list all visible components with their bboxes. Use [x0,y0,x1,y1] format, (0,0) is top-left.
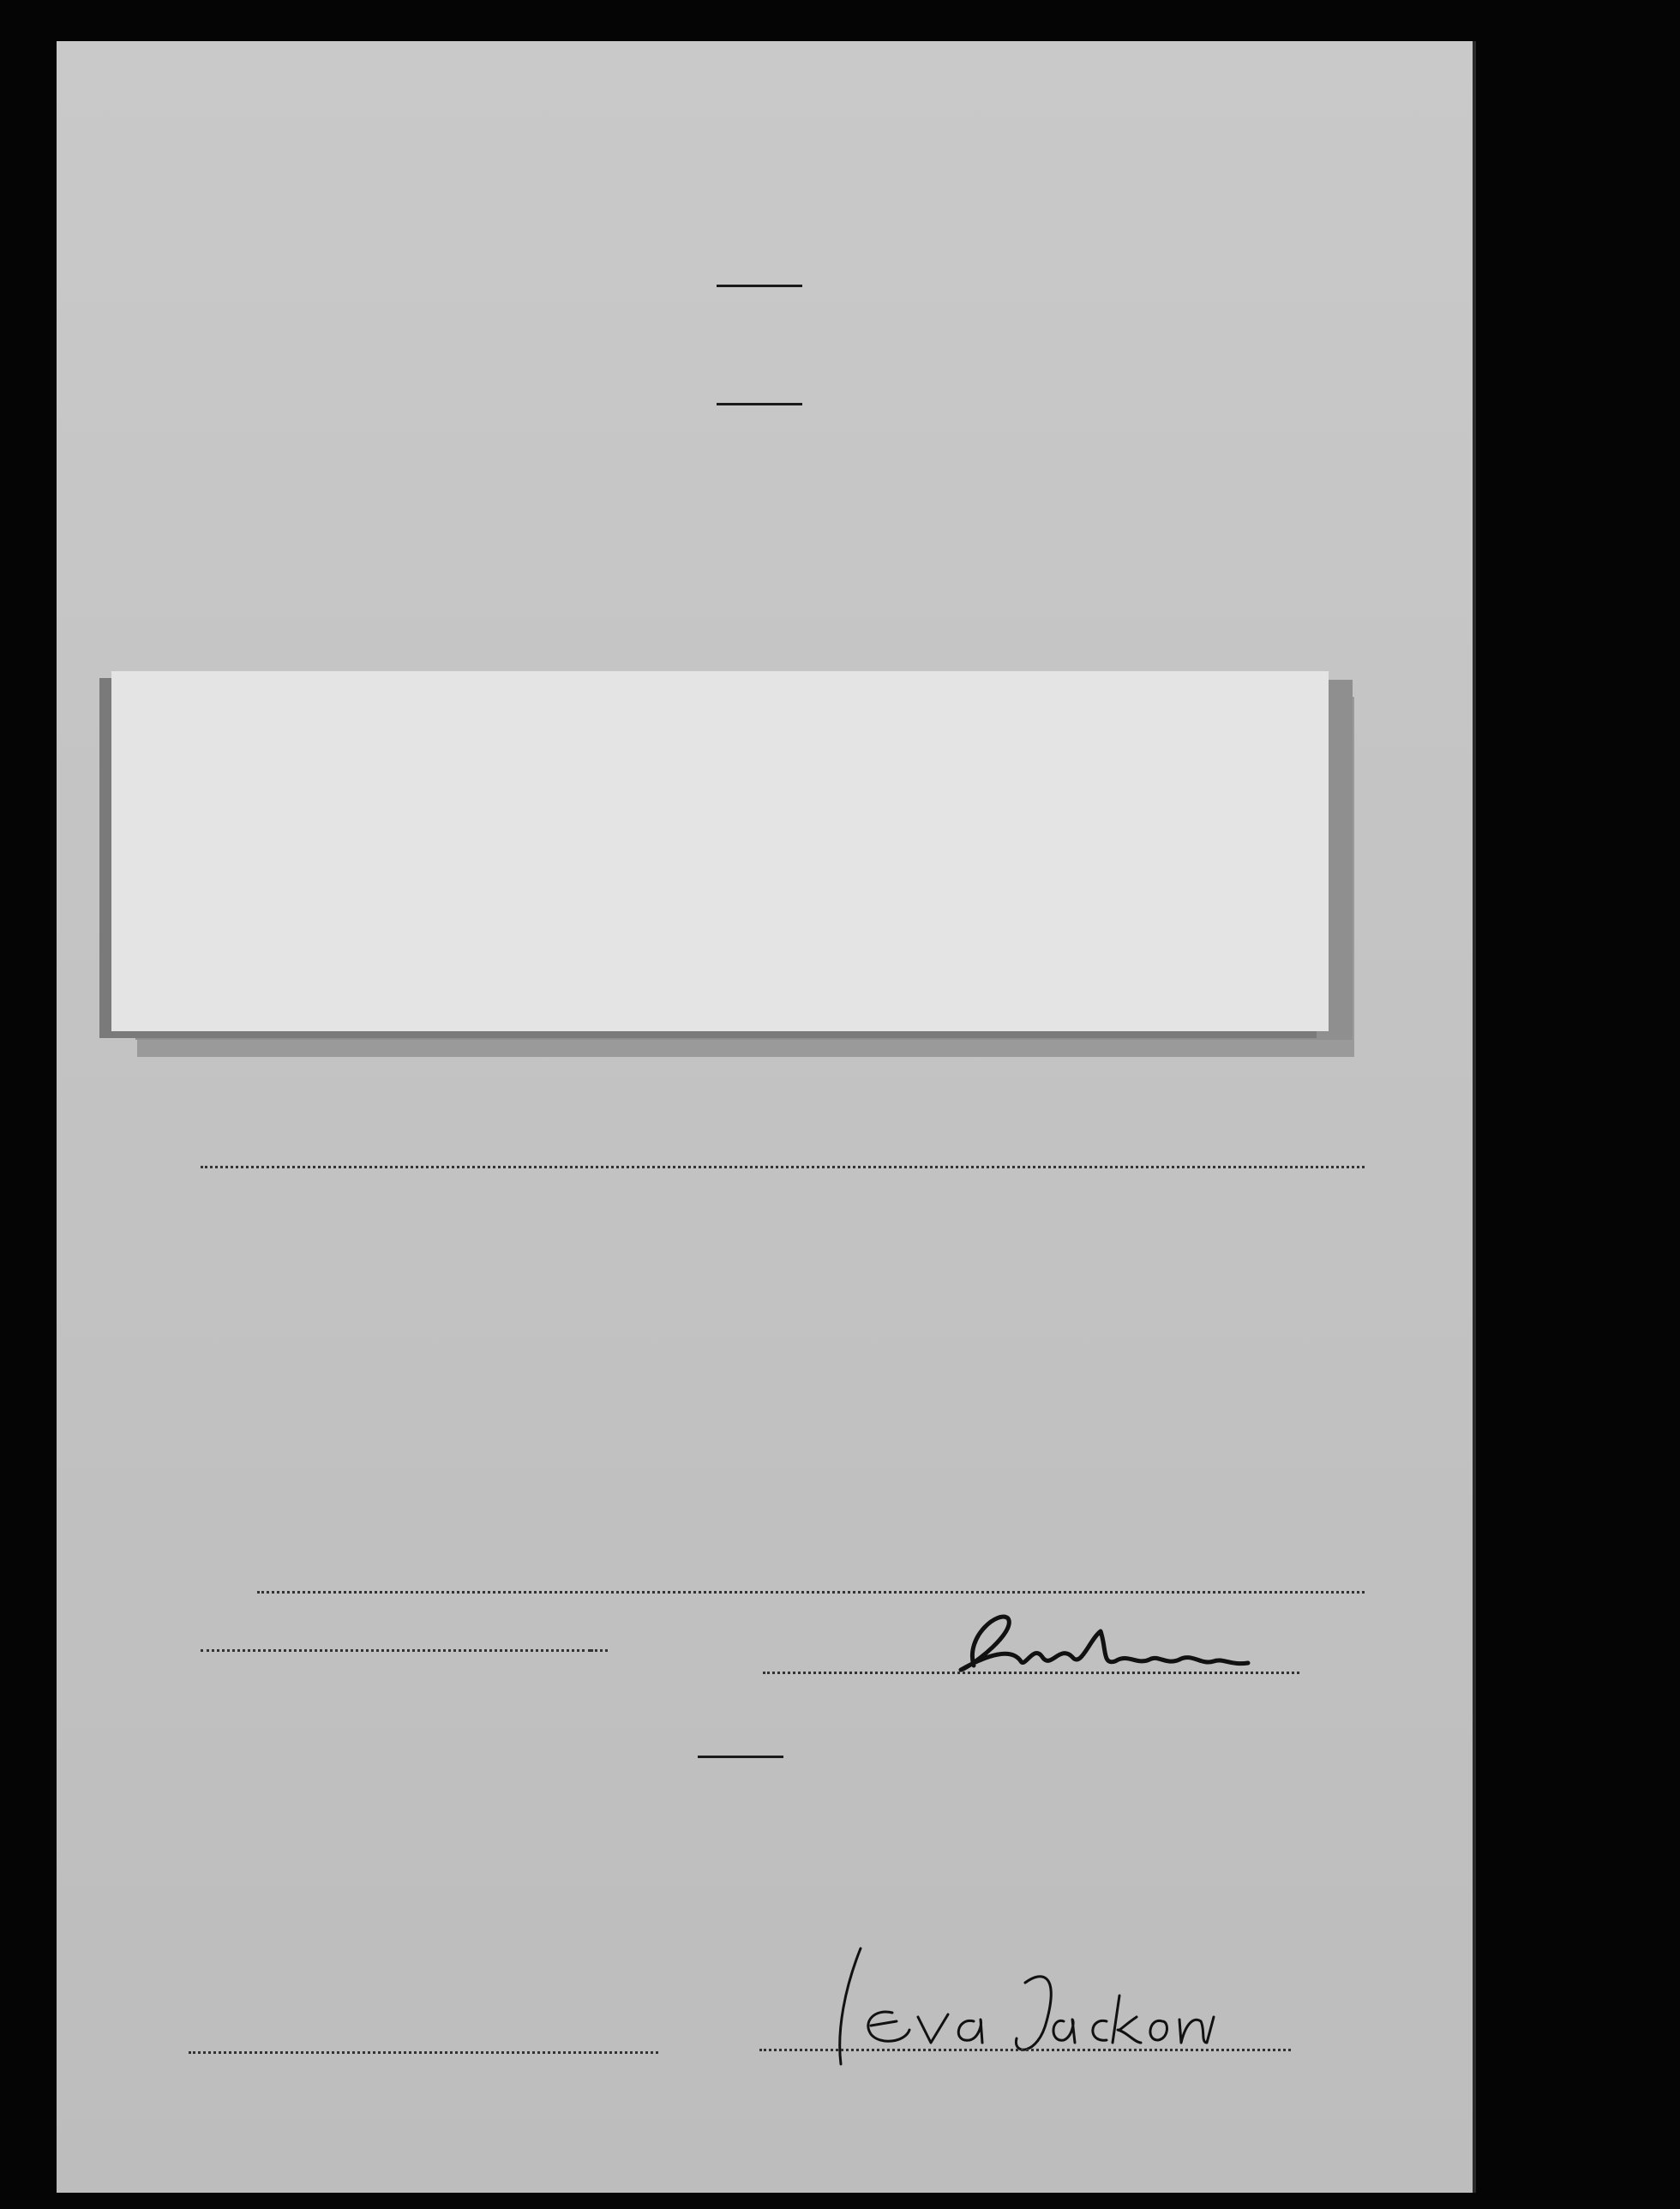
clerk-signature-line [763,1670,1299,1674]
operator-signature [811,1936,1222,2073]
month-field [201,1624,591,1652]
certificate-sheet [57,41,1476,2193]
section-divider [698,1756,783,1758]
body-paragraph [197,1135,1365,1168]
month-line [197,1624,849,1652]
manifest-slip [111,671,1329,1031]
operator-signature-line [759,2047,1291,2051]
title-divider [717,285,802,287]
date-field [189,2017,658,2054]
title-divider-2 [717,403,802,405]
supervisor-field [201,1140,1365,1168]
supervision-line [197,1140,1365,1168]
clerk-signature [871,1584,1317,1713]
year-trailer [591,1624,608,1652]
